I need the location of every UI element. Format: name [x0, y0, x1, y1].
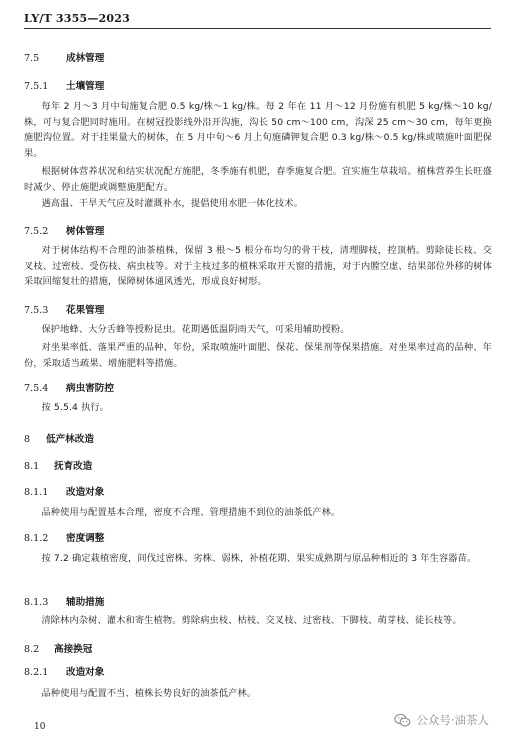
- heading-7-5-2: [24, 225, 492, 238]
- paragraph-8-2-1: 品种使用与配置不当、植株长势良好的油茶低产林。: [41, 688, 257, 699]
- paragraph-7-5-2: 对于树体结构不合理的油茶植株，保留 3 根～5 根分布均匀的骨干枝，清理脚枝，控顶梢。剪除徒长枝、交叉枝、过密枝、受伤枝、病虫枝等。对于主枝过多的植株采取开天窗的措施，对于内膛空虚、结果部位外移的树体采取回缩复壮的措施，保障树体通风透光，形成良好树形。: [24, 245, 492, 287]
- heading-8-2-1: [24, 666, 492, 679]
- heading-title: 树体管理: [66, 226, 105, 237]
- standard-code-header: LY/T 3355—2023: [24, 12, 130, 25]
- wechat-watermark: [394, 712, 489, 728]
- heading-number: 7.5: [24, 53, 40, 64]
- paragraph-7-5-4: 按 5.5.4 执行。: [41, 402, 110, 413]
- heading-title: 辅助措施: [66, 597, 105, 608]
- paragraph-8-1-1: 品种使用与配置基本合理，密度不合理、管理措施不到位的油茶低产林。: [41, 507, 341, 518]
- heading-number: 8.1.1: [24, 487, 49, 498]
- heading-number: 8.1.2: [24, 533, 49, 544]
- paragraph-8-1-3: 清除林内杂树、灌木和寄生植物。剪除病虫枝、枯枝、交叉枝、过密枝、下脚枝、萌芽枝、徒长枝等。: [41, 615, 462, 626]
- heading-7-5-3: [24, 304, 492, 317]
- paragraph-7-5-1-a: 每年 2 月～3 月中旬施复合肥 0.5 kg/株～1 kg/株。每 2 年在 11 月～12 月份施有机肥 5 kg/株～10 kg/株，可与复合肥同时施用。在树冠投影线外沿开沟施，沟长 50 cm～100 cm，沟深 25 cm～30 cm，每年更换施肥沟位置。对于挂果量大的树体，在 5 月中旬～6 月上旬施磷钾复合肥 0.3 kg/株～0.5 kg/株或喷施叶面肥保果。: [24, 101, 492, 159]
- heading-8-1-1: [24, 486, 492, 499]
- heading-8-1: [24, 460, 492, 473]
- heading-7-5-1: [24, 80, 492, 93]
- heading-number: 8.2: [24, 644, 40, 655]
- paragraph-8-1-2: 按 7.2 确定栽植密度，间伐过密株、劣株、弱株，补植花期、果实成熟期与原品种相近的 3 年生容器苗。: [41, 553, 477, 564]
- heading-8-2: [24, 643, 492, 656]
- heading-number: 7.5.1: [24, 81, 49, 92]
- heading-number: 7.5.4: [24, 383, 49, 394]
- heading-8-1-2: [24, 532, 492, 545]
- heading-number: 8: [24, 434, 31, 445]
- heading-number: 7.5.2: [24, 226, 49, 237]
- heading-title: 密度调整: [66, 533, 105, 544]
- heading-title: 土壤管理: [66, 81, 105, 92]
- heading-title: 花果管理: [66, 305, 105, 316]
- heading-number: 8.1: [24, 461, 40, 472]
- heading-title: 高接换冠: [54, 644, 93, 655]
- heading-number: 7.5.3: [24, 305, 49, 316]
- heading-title: 成林管理: [66, 53, 105, 64]
- paragraph-7-5-3-b: 对坐果率低、落果严重的品种、年份，采取喷施叶面肥、保花、保果剂等保果措施。对坐果率过高的品种、年份，采取适当疏果、增施肥料等措施。: [24, 342, 492, 369]
- heading-title: 低产林改造: [46, 434, 94, 445]
- heading-number: 8.1.3: [24, 597, 49, 608]
- heading-7-5: [24, 52, 492, 65]
- paragraph-7-5-3-a: 保护地蜂、大分舌蜂等授粉昆虫。花期遇低温阴雨天气，可采用辅助授粉。: [41, 324, 350, 335]
- watermark-text: 公众号·油茶人: [416, 713, 489, 727]
- heading-7-5-4: [24, 382, 492, 395]
- heading-8-1-3: [24, 596, 492, 609]
- heading-title: 改造对象: [66, 667, 105, 678]
- heading-title: 抚育改造: [54, 461, 93, 472]
- page-number: 10: [34, 722, 46, 732]
- heading-8: [24, 433, 492, 446]
- heading-title: 改造对象: [66, 487, 105, 498]
- paragraph-7-5-1-c: 遇高温、干旱天气应及时灌溉补水，提倡使用水肥一体化技术。: [41, 198, 303, 209]
- heading-number: 8.2.1: [24, 667, 49, 678]
- header-rule: [24, 28, 491, 29]
- wechat-icon: [394, 713, 411, 728]
- paragraph-7-5-1-b: 根据树体营养状况和结实状况配方施肥，冬季施有机肥，春季施复合肥。宜实施生草栽培。植株营养生长旺盛时减少、停止施肥或调整施肥配方。: [24, 166, 492, 193]
- heading-title: 病虫害防控: [66, 383, 114, 394]
